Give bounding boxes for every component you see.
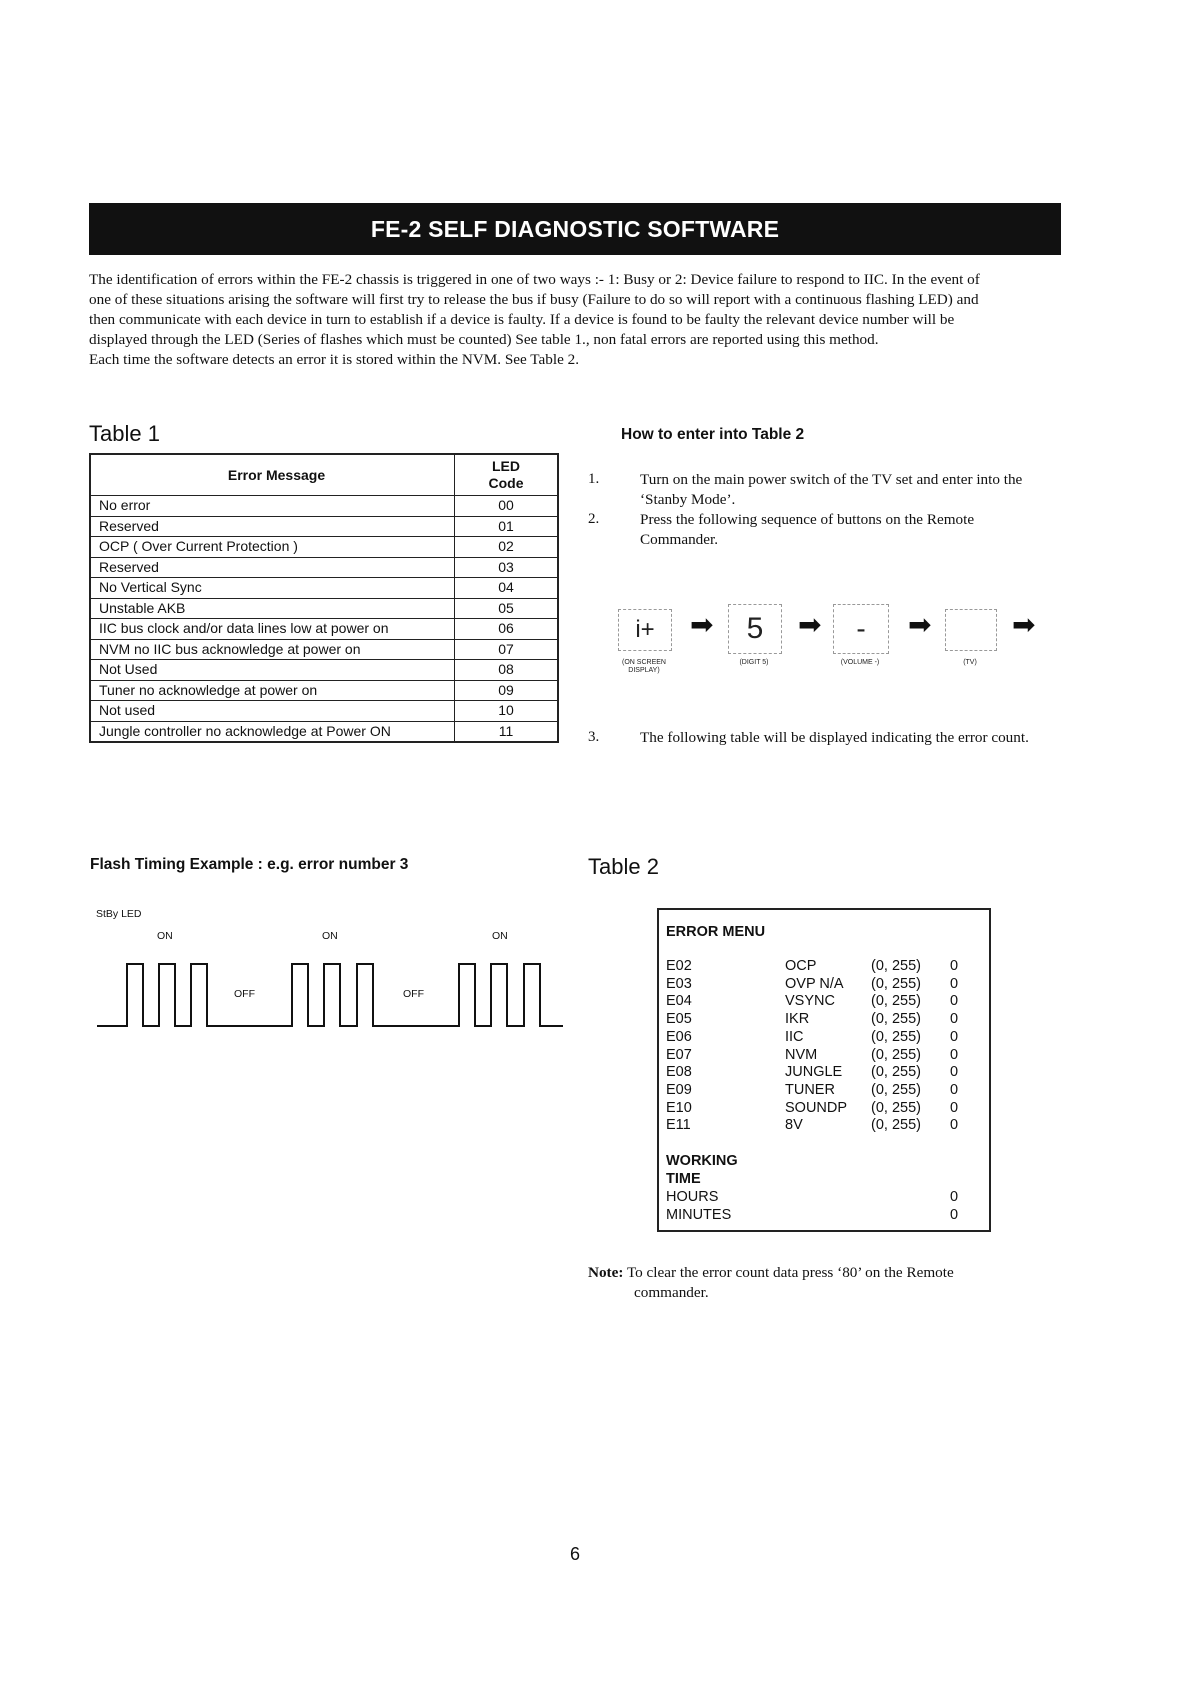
led-code-cell: 09 xyxy=(455,680,559,701)
error-message-cell: Not Used xyxy=(90,660,455,681)
error-code: E04 xyxy=(666,993,692,1010)
error-count: 0 xyxy=(950,1064,959,1081)
error-range: (0, 255) xyxy=(871,1028,921,1045)
error-range: (0, 255) xyxy=(871,1064,921,1081)
working-time-line: WORKING xyxy=(666,1153,738,1169)
caption-line: (ON SCREEN xyxy=(622,659,666,666)
led-code-cell: 08 xyxy=(455,660,559,681)
error-range: (0, 255) xyxy=(871,975,921,992)
step-text-line: Commander. xyxy=(640,531,719,548)
error-count: 0 xyxy=(950,975,959,992)
note-line: commander. xyxy=(634,1284,709,1301)
error-message-cell: OCP ( Over Current Protection ) xyxy=(90,537,455,558)
error-menu-row xyxy=(659,1046,989,1064)
working-time-line: TIME xyxy=(666,1171,701,1187)
error-menu-row xyxy=(659,1010,989,1028)
error-menu-row xyxy=(659,1116,989,1134)
error-range: (0, 255) xyxy=(871,1011,921,1028)
led-code-cell: 02 xyxy=(455,537,559,558)
minutes-label: MINUTES xyxy=(666,1207,732,1223)
error-range: (0, 255) xyxy=(871,1046,921,1063)
led-code-cell: 05 xyxy=(455,598,559,619)
off-label: OFF xyxy=(403,988,424,1000)
step-text-line: ‘Stanby Mode’. xyxy=(640,491,736,508)
error-name: JUNGLE xyxy=(785,1064,843,1081)
note-text: To clear the error count data press ‘80’ on the Remote xyxy=(623,1264,954,1281)
step-text-line: The following table will be displayed indicating the error count. xyxy=(640,729,1029,746)
error-count: 0 xyxy=(950,993,959,1010)
error-code: E10 xyxy=(666,1099,692,1116)
error-count: 0 xyxy=(950,1099,959,1116)
note xyxy=(588,1263,1038,1303)
flash-timing-title: Flash Timing Example : e.g. error number 3 xyxy=(90,856,409,873)
led-code-cell: 00 xyxy=(455,496,559,517)
stby-led-label: StBy LED xyxy=(96,908,142,920)
howto-title: How to enter into Table 2 xyxy=(621,426,805,443)
error-range: (0, 255) xyxy=(871,1117,921,1134)
error-count: 0 xyxy=(950,1028,959,1045)
error-message-cell: Jungle controller no acknowledge at Power ON xyxy=(90,721,455,742)
led-code-cell: 04 xyxy=(455,578,559,599)
off-label: OFF xyxy=(234,988,255,1000)
error-message-cell: Unstable AKB xyxy=(90,598,455,619)
working-time-label xyxy=(666,1152,738,1188)
intro-line: one of these situations arising the software will first try to release the bus if busy (Failure to do so will report with a continuous flashing LED) and xyxy=(89,291,979,308)
header-led-code-line2: Code xyxy=(488,475,524,491)
right-arrow-icon: ➡ xyxy=(798,608,822,641)
intro-line: Each time the software detects an error it is stored within the NVM. See Table 2. xyxy=(89,351,579,368)
error-message-cell: No error xyxy=(90,496,455,517)
error-code: E11 xyxy=(666,1117,691,1134)
error-message-cell: Tuner no acknowledge at power on xyxy=(90,680,455,701)
error-count: 0 xyxy=(950,958,959,974)
volume-minus-caption: (VOLUME -) xyxy=(840,659,880,666)
error-count: 0 xyxy=(950,1081,959,1098)
error-range: (0, 255) xyxy=(871,1099,921,1116)
caption-line: DISPLAY) xyxy=(628,667,660,674)
led-code-cell: 11 xyxy=(455,721,559,742)
error-code: E05 xyxy=(666,1011,692,1028)
error-menu-title: ERROR MENU xyxy=(666,924,766,940)
error-code: E02 xyxy=(666,958,692,974)
error-count: 0 xyxy=(950,1011,959,1028)
step-number: 3. xyxy=(588,729,600,745)
step-text-line: Turn on the main power switch of the TV set and enter into the xyxy=(640,471,1023,488)
error-name: 8V xyxy=(785,1117,803,1134)
led-code-cell: 07 xyxy=(455,639,559,660)
error-name: IIC xyxy=(785,1028,804,1045)
step-number: 1. xyxy=(588,471,600,487)
error-menu-row xyxy=(659,1081,989,1099)
banner-title: FE-2 SELF DIAGNOSTIC SOFTWARE xyxy=(370,215,780,242)
error-menu-row xyxy=(659,1099,989,1117)
error-range: (0, 255) xyxy=(871,1081,921,1098)
error-name: OCP xyxy=(785,958,817,974)
intro-line: The identification of errors within the FE-2 chassis is triggered in one of two ways :- 1: Busy or 2: Device failure to respond to IIC. In the event of xyxy=(89,271,980,288)
led-code-cell: 01 xyxy=(455,516,559,537)
led-code-cell: 06 xyxy=(455,619,559,640)
error-message-cell: IIC bus clock and/or data lines low at power on xyxy=(90,619,455,640)
right-arrow-icon: ➡ xyxy=(690,608,714,641)
error-range: (0, 255) xyxy=(871,993,921,1010)
step-text-line: Press the following sequence of buttons on the Remote xyxy=(640,511,975,528)
on-label: ON xyxy=(157,930,173,942)
step-number: 2. xyxy=(588,511,600,527)
on-label: ON xyxy=(322,930,338,942)
minutes-value: 0 xyxy=(950,1207,959,1223)
error-menu-box xyxy=(657,908,991,1232)
error-name: NVM xyxy=(785,1046,818,1063)
error-code: E08 xyxy=(666,1064,692,1081)
error-menu-row xyxy=(659,1028,989,1046)
note-label: Note: xyxy=(588,1264,624,1281)
tv-caption: (TV) xyxy=(963,659,977,666)
error-code: E09 xyxy=(666,1081,692,1098)
error-code: E06 xyxy=(666,1028,692,1045)
digit-5-caption: (DIGIT 5) xyxy=(739,659,769,666)
error-code: E07 xyxy=(666,1046,692,1063)
hours-value: 0 xyxy=(950,1189,959,1205)
error-menu-row xyxy=(659,975,989,993)
digit-5-button-label: 5 xyxy=(746,612,764,645)
hours-label: HOURS xyxy=(666,1189,719,1205)
note-line xyxy=(588,1263,1038,1283)
right-arrow-icon: ➡ xyxy=(908,608,932,641)
on-label: ON xyxy=(492,930,508,942)
error-menu-row xyxy=(659,957,989,975)
error-message-cell: Reserved xyxy=(90,516,455,537)
error-name: VSYNC xyxy=(785,993,835,1010)
error-name: TUNER xyxy=(785,1081,835,1098)
volume-minus-button-label: - xyxy=(856,613,866,644)
page-number: 6 xyxy=(570,1544,581,1564)
error-name: IKR xyxy=(785,1011,810,1028)
intro-line: then communicate with each device in turn to establish if a device is faulty. If a device is found to be faulty the relevant device number will be xyxy=(89,311,955,328)
error-count: 0 xyxy=(950,1117,959,1134)
right-arrow-icon: ➡ xyxy=(1012,608,1036,641)
header-error-message: Error Message xyxy=(90,454,455,496)
intro-line: displayed through the LED (Series of flashes which must be counted) See table 1., non fatal errors are reported using this method. xyxy=(89,331,879,348)
table2-title: Table 2 xyxy=(588,854,659,879)
error-menu-row xyxy=(659,1063,989,1081)
error-message-cell: No Vertical Sync xyxy=(90,578,455,599)
error-menu-row xyxy=(659,992,989,1010)
error-count: 0 xyxy=(950,1046,959,1063)
error-message-cell: Not used xyxy=(90,701,455,722)
error-name: SOUNDP xyxy=(785,1099,848,1116)
header-led-code-line1: LED xyxy=(492,458,520,474)
osd-button-label: i+ xyxy=(635,616,655,643)
led-code-cell: 10 xyxy=(455,701,559,722)
error-message-cell: NVM no IIC bus acknowledge at power on xyxy=(90,639,455,660)
error-code: E03 xyxy=(666,975,692,992)
error-name: OVP N/A xyxy=(785,975,844,992)
error-message-cell: Reserved xyxy=(90,557,455,578)
led-code-cell: 03 xyxy=(455,557,559,578)
error-range: (0, 255) xyxy=(871,958,921,974)
table1-title: Table 1 xyxy=(89,421,160,446)
